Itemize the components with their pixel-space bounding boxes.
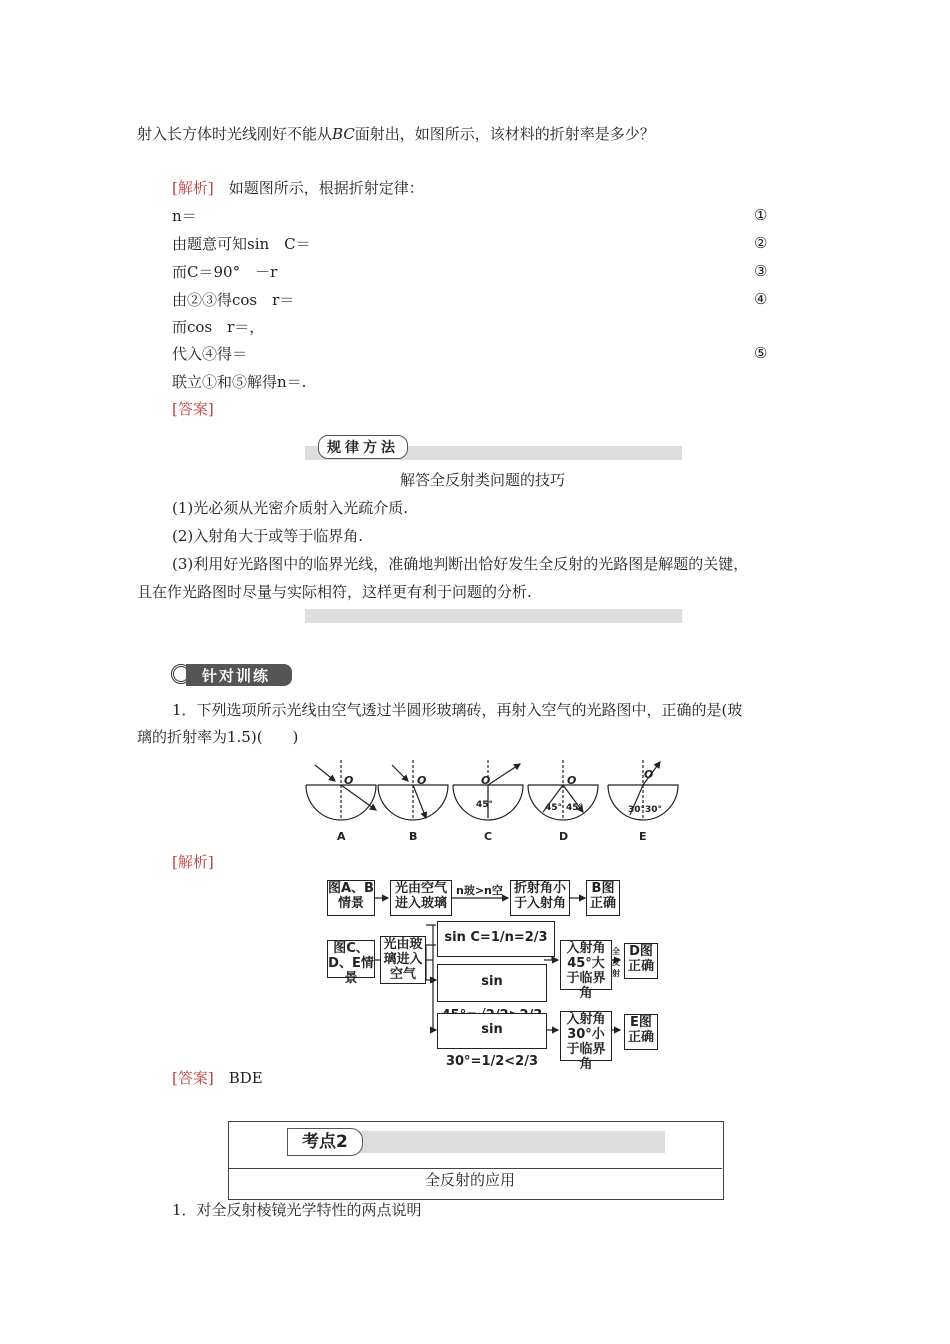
eq-num-5: ⑤: [754, 344, 768, 362]
point-o-d: O: [567, 774, 577, 787]
analysis-line-7: 联立①和⑤解得n＝.: [172, 373, 307, 391]
angle-e1: 30°: [628, 805, 646, 815]
option-d: D: [559, 830, 569, 843]
option-e: E: [639, 830, 647, 843]
eq-num-2: ②: [754, 234, 768, 252]
analysis-heading: [172, 178, 424, 198]
ray-c-out: [488, 764, 520, 785]
flow-angle-30: 入射角30°小于临界角: [560, 1011, 612, 1061]
option-c: C: [484, 830, 493, 843]
kaodian-title: 全反射的应用: [425, 1171, 516, 1189]
ray-a-in: [315, 765, 335, 781]
analysis-line-1: n＝: [172, 207, 197, 225]
method-end-bar: [305, 609, 682, 623]
flow-sin-c: sin C=1/n=2/3: [437, 921, 555, 957]
kaodian-first-line: 1．对全反射棱镜光学特性的两点说明: [172, 1201, 422, 1219]
flow-sin-45: sin: [437, 964, 547, 1002]
kaodian-badge: 考点2: [287, 1128, 363, 1156]
analysis-tag: [解析]: [172, 179, 214, 197]
answer-tag: [答案]: [172, 400, 214, 418]
flow-ab-source: 图A、B情景: [327, 880, 375, 916]
kaodian-divider: [228, 1168, 722, 1169]
flow-cde-condition: 光由玻璃进入空气: [380, 936, 426, 984]
eq-num-4: ④: [754, 290, 768, 308]
training-answer-value: BDE: [228, 1069, 263, 1087]
point-o-e: O: [644, 768, 654, 781]
intro-text: 射入长方体时光线刚好不能从: [137, 125, 333, 143]
method-item-3: (3)利用好光路图中的临界光线，准确地判断出恰好发生全反射的光路图是解题的关键，: [172, 555, 749, 573]
analysis-line-6: 代入④得＝: [172, 345, 248, 363]
training-analysis-tag: [解析]: [172, 853, 214, 871]
ray-a-out: [341, 785, 376, 810]
angle-e2: 30°: [645, 805, 663, 815]
flow-sin-30: sin 30°=1/2<2/3: [437, 1013, 547, 1049]
ray-b-in: [392, 765, 408, 781]
analysis-line-2: 由题意可知sin C＝: [172, 235, 311, 253]
training-answer-tag: [答案]: [172, 1069, 214, 1087]
flow-total-reflection-note: 全反射: [612, 947, 620, 978]
option-b: B: [409, 830, 418, 843]
question-line-2: 璃的折射率为1.5)( ): [137, 728, 299, 746]
flow-cde-source: 图C、D、E情景: [328, 941, 374, 986]
flow-ab-end: B图正确: [586, 880, 620, 916]
analysis-line-3: 而C＝90° －r: [172, 263, 278, 281]
flow-d-end: D图正确: [624, 943, 658, 979]
option-a: A: [337, 830, 346, 843]
flow-e-end: E图正确: [624, 1014, 658, 1050]
analysis-lead: 如题图所示，根据折射定律：: [228, 179, 424, 197]
method-title: 解答全反射类问题的技巧: [400, 471, 566, 489]
flow-ab-relation: n玻>n空: [456, 884, 503, 897]
method-item-2: (2)入射角大于或等于临界角.: [172, 527, 364, 545]
question-line-1: 1．下列选项所示光线由空气透过半圆形玻璃砖，再射入空气的光路图中，正确的是(玻: [172, 701, 743, 719]
eq-num-3: ③: [754, 262, 768, 280]
angle-d1: 45°: [545, 803, 563, 813]
angle-d2: 45°: [566, 803, 584, 813]
ray-b-out: [413, 785, 426, 818]
point-o-a: O: [344, 774, 354, 787]
flow-ab-condition: 光由空气进入玻璃: [390, 880, 452, 916]
point-o-c: O: [481, 774, 491, 787]
analysis-line-5: 而cos r＝，: [172, 318, 265, 336]
method-banner-title: 规律方法: [318, 435, 408, 459]
training-answer: [172, 1068, 263, 1088]
angle-c: 45°: [476, 800, 494, 810]
flow-ab-result: 折射角小于入射角: [510, 880, 570, 916]
intro-line: [137, 124, 655, 144]
intro-text-end: 面射出，如图所示，该材料的折射率是多少？: [354, 125, 655, 143]
training-banner-title: 针对训练: [202, 667, 271, 685]
point-o-b: O: [417, 774, 427, 787]
eq-num-1: ①: [754, 206, 768, 224]
flow-angle-45: 入射角45°大于临界角: [560, 940, 612, 990]
method-item-3-cont: 且在作光路图时尽量与实际相符，这样更有利于问题的分析.: [137, 583, 532, 601]
method-item-1: (1)光必须从光密介质射入光疏介质.: [172, 499, 409, 517]
intro-italic: BC: [332, 125, 355, 143]
analysis-line-4: 由②③得cos r＝: [172, 291, 295, 309]
semicircle-diagrams: [300, 760, 685, 850]
